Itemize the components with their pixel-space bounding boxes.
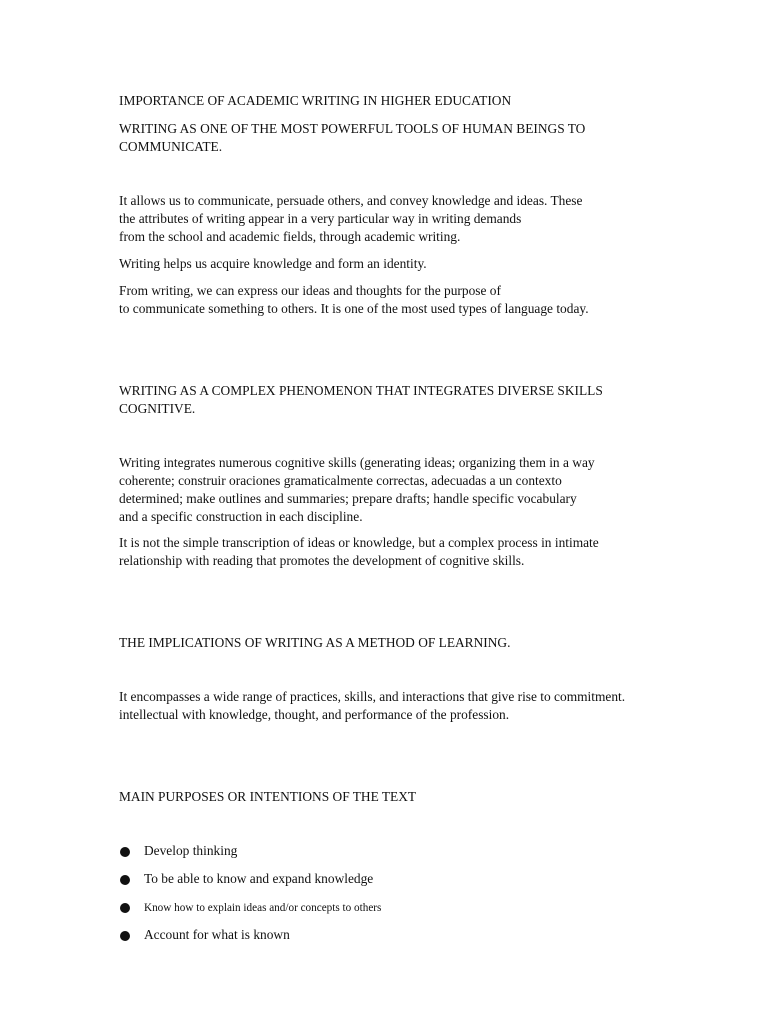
bullet-icon <box>120 847 130 857</box>
section1-paragraph-1: It allows us to communicate, persuade others, and convey knowledge and ideas. These the attributes of writing appear in a very particular way in writing demands from the school and academic fields, through academic writing. <box>119 193 583 244</box>
section4-heading: MAIN PURPOSES OR INTENTIONS OF THE TEXT <box>119 789 417 804</box>
list-item <box>119 870 659 888</box>
list-item-text: Account for what is known <box>144 927 290 942</box>
section2-paragraph-1: Writing integrates numerous cognitive skills (generating ideas; organizing them in a way coherente; construir oraciones gramaticalmente correctas, adecuadas a un contexto determined; make outlines and summaries; prepare drafts; handle specific vocabulary and a specific construction in each discipline. <box>119 455 595 524</box>
list-item-text: Develop thinking <box>144 843 238 858</box>
list-item <box>119 842 659 860</box>
purposes-list <box>119 842 659 954</box>
list-item-text: To be able to know and expand knowledge <box>144 871 374 886</box>
list-item <box>119 898 659 916</box>
bullet-icon <box>120 931 130 941</box>
section3-paragraph-1: It encompasses a wide range of practices, skills, and interactions that give rise to commitment. intellectual with knowledge, thought, and performance of the profession. <box>119 689 626 722</box>
list-item-text: Know how to explain ideas and/or concepts to others <box>144 902 382 914</box>
section2-heading: WRITING AS A COMPLEX PHENOMENON THAT INTEGRATES DIVERSE SKILLS COGNITIVE. <box>119 383 603 416</box>
list-item <box>119 926 659 944</box>
section1-paragraph-3: From writing, we can express our ideas and thoughts for the purpose of to communicate something to others. It is one of the most used types of language today. <box>119 283 589 316</box>
bullet-icon <box>120 903 130 913</box>
section1-heading: WRITING AS ONE OF THE MOST POWERFUL TOOLS OF HUMAN BEINGS TO COMMUNICATE. <box>119 121 586 154</box>
section3-heading: THE IMPLICATIONS OF WRITING AS A METHOD OF LEARNING. <box>119 635 511 650</box>
bullet-icon <box>120 875 130 885</box>
document-title: IMPORTANCE OF ACADEMIC WRITING IN HIGHER EDUCATION <box>119 93 512 108</box>
section2-paragraph-2: It is not the simple transcription of ideas or knowledge, but a complex process in intimate relationship with reading that promotes the development of cognitive skills. <box>119 535 599 568</box>
section1-paragraph-2: Writing helps us acquire knowledge and form an identity. <box>119 256 427 271</box>
